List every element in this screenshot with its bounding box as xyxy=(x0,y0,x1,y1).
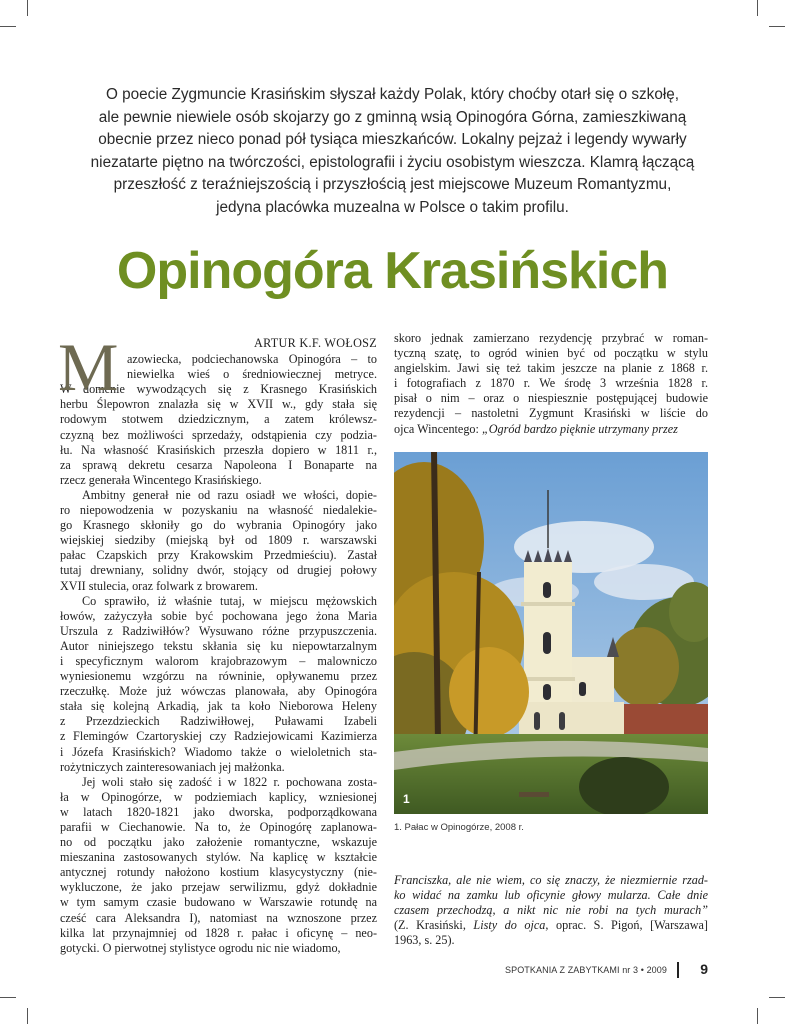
citation-line: 1963, s. 25). xyxy=(394,933,455,948)
text-line: cześć cara Aleksandra I), natomiast na wznoszone przez xyxy=(60,910,377,925)
lead-line: O poecie Zygmuncie Krasińskim słyszał każdy Polak, który choćby otarł się o szkołę, xyxy=(106,86,679,103)
quote-line: ko widać na zamku lub oficynie głowy mularza. Całe dnie xyxy=(394,888,708,903)
text-line: z Flemingów Czartoryskiej czy Radziejowicami Kazimierza xyxy=(60,729,377,744)
left-column xyxy=(58,329,377,956)
palace-photo xyxy=(394,452,708,814)
quote-start: „Ogród bardzo pięknie utrzymany przez xyxy=(481,421,678,436)
text-line: wyniesionemu wzgórzu na równinie, opływanemu przez xyxy=(60,669,377,684)
text-line: angielskim. Jawi się też takim jeszcze na planie z 1868 r. xyxy=(394,361,708,376)
text-line xyxy=(394,422,708,437)
text-line: Urszula z Radziwiłłów? Wysuwano różne przypuszczenia. xyxy=(60,623,377,638)
text-line: z Przezdzieckich Radziwiłłowej, Puławami Izabeli xyxy=(60,714,377,729)
text-line: ła w Opinogórze, w podziemiach kaplicy, wzniesionej xyxy=(60,789,377,804)
text-line: wykluczone, że jako przejaw serwilizmu, gdyż dokładnie xyxy=(60,880,377,895)
text-line: Jej woli stało się zadość i w 1822 r. pochowana zosta- xyxy=(82,774,377,789)
text-line: i fotografiach z 1870 r. We środę 3 września 1828 r. xyxy=(394,376,708,391)
quote-line: czasem przechodzą, a nikt nic nie robi na tych murach” xyxy=(394,903,708,918)
text-line: i specyficznym walorom krajobrazowym – malowniczo xyxy=(60,653,377,668)
lead-line: niezatarte piętno na twórczości, epistolografii i życiu osobistym wieszcza. Klamrą łączącą xyxy=(90,153,695,171)
text-line: kilka lat przynajmniej od 1828 r. pałac i oficynę – neo- xyxy=(60,925,377,940)
text-line: herbu Ślepowron znalazła się w XVII w., gdy stała się xyxy=(60,397,377,412)
page-number: 9 xyxy=(700,961,708,977)
lead-paragraph xyxy=(70,84,715,219)
text-line: go Krasnego skłoniły go do wybrania Opinogóry jako xyxy=(60,518,377,533)
text-line: antycznej rotundy nałożono kostium klasycystyczny (nie- xyxy=(60,865,377,880)
text-line: pałac Czapskich przy Krakowskim Przedmieściu). Zastał xyxy=(60,548,377,563)
text-line: rodowym stotwem dziedzicznym, a zatem królewsz- xyxy=(60,412,377,427)
crop-mark xyxy=(0,997,16,998)
text-line: tutaj drewniany, solidny dwór, stojący od drugiej połowy xyxy=(60,563,377,578)
text-line: parafii w Ciechanowie. Na to, że Opinogórę zaplanowa- xyxy=(60,820,377,834)
text-line: rzecz generała Wincentego Krasińskiego. xyxy=(60,472,262,487)
text-line: wiejskiej siedziby (miejską był od 1809 r. warszawski xyxy=(60,533,377,548)
text-line: ro niepowodzenia w pozyskaniu na własność niedalekie- xyxy=(60,503,377,518)
citation-line xyxy=(394,918,708,933)
text-line: tyczną szatę, to ogród winien być od początku w stylu xyxy=(394,346,708,361)
text-line: no od początku jako założenie romantyczne, wskazuje xyxy=(60,835,377,850)
text-line: czyzną bez możliwości sprzedaży, odstąpienia czy podzia- xyxy=(60,427,377,442)
text-line: łu. Na własność Krasińskich przeszła dopiero w 1811 r., xyxy=(60,442,377,457)
drop-cap: M xyxy=(58,329,119,405)
journal-name: SPOTKANIA Z ZABYTKAMI nr 3 • 2009 xyxy=(504,965,667,975)
crop-mark xyxy=(769,26,785,27)
text-line: niewielka wieś o średniowiecznej metryce. xyxy=(127,367,377,382)
photo-number: 1 xyxy=(403,792,410,806)
crop-mark xyxy=(27,1008,28,1024)
text-line: za sprawą dekretu cesarza Napoleona I Bonaparte na xyxy=(60,457,377,472)
text-line: i Józefa Krasińskich? Wiadomo także o wieloletnich sta- xyxy=(60,744,377,759)
text-line: rożytniczych zainteresowaniach jej małżonka. xyxy=(60,759,285,774)
crop-mark xyxy=(769,997,785,998)
crop-mark xyxy=(27,0,28,16)
lead-line: ale pewnie niewiele osób skojarzy go z gminną wsią Opinogóra Górna, zamieszkiwaną xyxy=(98,108,687,126)
text-line: stała się kolejną Arkadią, jak ta koło Nieborowa Heleny xyxy=(60,699,377,714)
text-line: Ambitny generał nie od razu osiadł we włości, dopie- xyxy=(82,487,377,502)
photo-caption: 1. Pałac w Opinogórze, 2008 r. xyxy=(394,822,524,833)
quote-line: Franciszka, ale nie wiem, co się znaczy, że niezmiernie rzad- xyxy=(394,873,708,887)
text-line: gotycki. O pierwotnej stylistyce ogrodu nic nie wiadomo, xyxy=(60,940,341,955)
palace-illustration xyxy=(394,452,708,814)
text-line: w tym samym czasie budowano w Warszawie rotundę na xyxy=(60,895,377,910)
text-line: łowów, zażyczyła sobie być pochowana jego żona Maria xyxy=(60,608,377,623)
author-byline: ARTUR K.F. WOŁOSZ xyxy=(253,336,377,350)
footer-divider xyxy=(677,962,679,978)
left-column-text xyxy=(60,352,377,956)
right-column-top xyxy=(394,331,708,437)
text-line: skoro jednak zamierzano rezydencję przybrać w roman- xyxy=(394,331,708,345)
text-line: XVII stulecia, oraz folwark z browarem. xyxy=(60,578,258,593)
text-line: rzeczułkę. Może już wówczas planowała, aby Opinogóra xyxy=(60,684,377,699)
citation-title: Listy do ojca xyxy=(473,918,546,933)
text-line: azowiecka, podciechanowska Opinogóra – to xyxy=(127,352,377,367)
right-column-bottom xyxy=(394,873,708,948)
article-title: Opinogóra Krasińskich xyxy=(116,242,669,300)
crop-mark xyxy=(0,26,16,27)
citation-text: (Z. Krasiński, xyxy=(394,918,474,933)
lead-line: jedyna placówka muzealna w Polsce o takim profilu. xyxy=(216,198,569,216)
text-line: W domenie wywodzących się z Krasnego Krasińskich xyxy=(60,382,377,397)
text-line: rezydencji – nastoletni Zygmunt Krasiński w liście do xyxy=(394,406,708,421)
text-line: Co sprawiło, iż właśnie tutaj, w miejscu mężowskich xyxy=(82,593,377,608)
crop-mark xyxy=(757,0,758,16)
text-line: Autor niniejszego tekstu skłania się ku niepowtarzalnym xyxy=(60,638,377,653)
crop-mark xyxy=(757,1008,758,1024)
citation-text: , oprac. S. Pigoń, [Warszawa] xyxy=(545,918,708,933)
text-line: w latach 1820-1821 jako dworska, podporządkowana xyxy=(60,804,377,819)
text-line: pisał o nim – oraz o niespiesznie postępującej budowie xyxy=(394,391,708,406)
text-segment: ojca Wincentego: xyxy=(394,421,482,436)
lead-line: obecnie przez nieco ponad pół tysiąca mieszkańców. Lokalny pejzaż i legendy wywarły xyxy=(98,131,687,148)
lead-line: przeszłość z teraźniejszością i przyszłością jest miejscowe Muzeum Romantyzmu, xyxy=(113,176,672,193)
text-line: mieszanina zastosowanych stylów. Na kaplicę w kształcie xyxy=(60,850,377,865)
